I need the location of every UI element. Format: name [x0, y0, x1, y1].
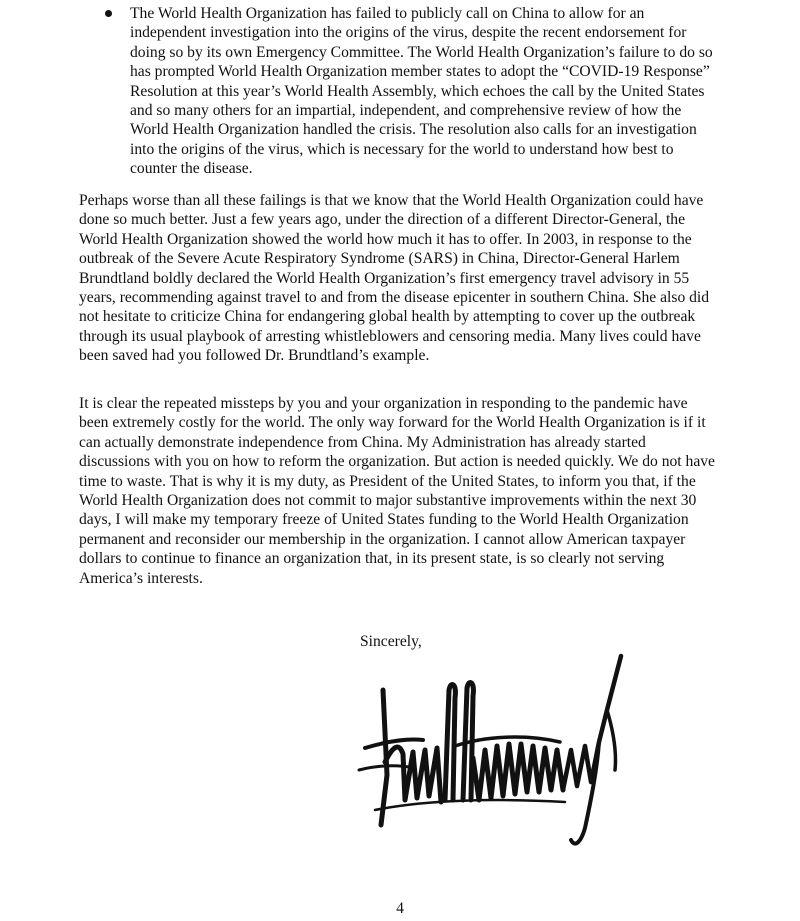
paragraph-sars-example: Perhaps worse than all these failings is that we know that the World Health Organization could have done so much better. Just a few years ago, under the direction of a different Director-General, the World Health Organization showed the world how much it has to offer. In 2003, in response to the outbreak of the Severe Acute Respiratory Syndrome (SARS) in China, Director-General Harlem Brundtland boldly declared the World Health Organization’s first emergency travel advisory in 55 years, recommending against travel to and from the disease epicenter in southern China. She also did not hesitate to criticize China for endangering global health by attempting to cover up the outbreak through its usual playbook of arresting whistleblowers and censoring media. Many lives could have been saved had you followed Dr. Brundtland’s example. — [79, 192, 710, 365]
bullet-text: The World Health Organization has failed to publicly call on China to allow for an independent investigation into the origins of the virus, despite the recent endorsement for doing so by its own Emergency Committee. The World Health Organization’s failure to do so has prompted World Health Organization member states to adopt the “COVID-19 Response” Resolution at this year’s World Health Assembly, which echoes the call by the United States and so many others for an impartial, independent, and comprehensive review of how the World Health Organization handled the crisis. The resolution also calls for an investigation into the origins of the virus, which is necessary for the world to understand how best to counter the disease. — [130, 5, 713, 178]
signature — [345, 650, 650, 860]
bullet-dot-icon — [105, 10, 112, 17]
closing-salutation: Sincerely, — [360, 633, 422, 650]
bullet-item — [105, 4, 715, 179]
bullet-list — [105, 4, 715, 179]
page-number: 4 — [396, 900, 404, 917]
paragraph-funding-freeze: It is clear the repeated missteps by you and your organization in responding to the pandemic have been extremely costly for the world. The only way forward for the World Health Organization is if it can actually demonstrate independence from China. My Administration has already started discussions with you on how to reform the organization. But action is needed quickly. We do not have time to waste. That is why it is my duty, as President of the United States, to inform you that, if the World Health Organization does not commit to major substantive improvements within the next 30 days, I will make my temporary freeze of United States funding to the World Health Organization permanent and reconsider our membership in the organization. I cannot allow American taxpayer dollars to continue to finance an organization that, in its present state, is so clearly not serving America’s interests. — [79, 395, 715, 587]
